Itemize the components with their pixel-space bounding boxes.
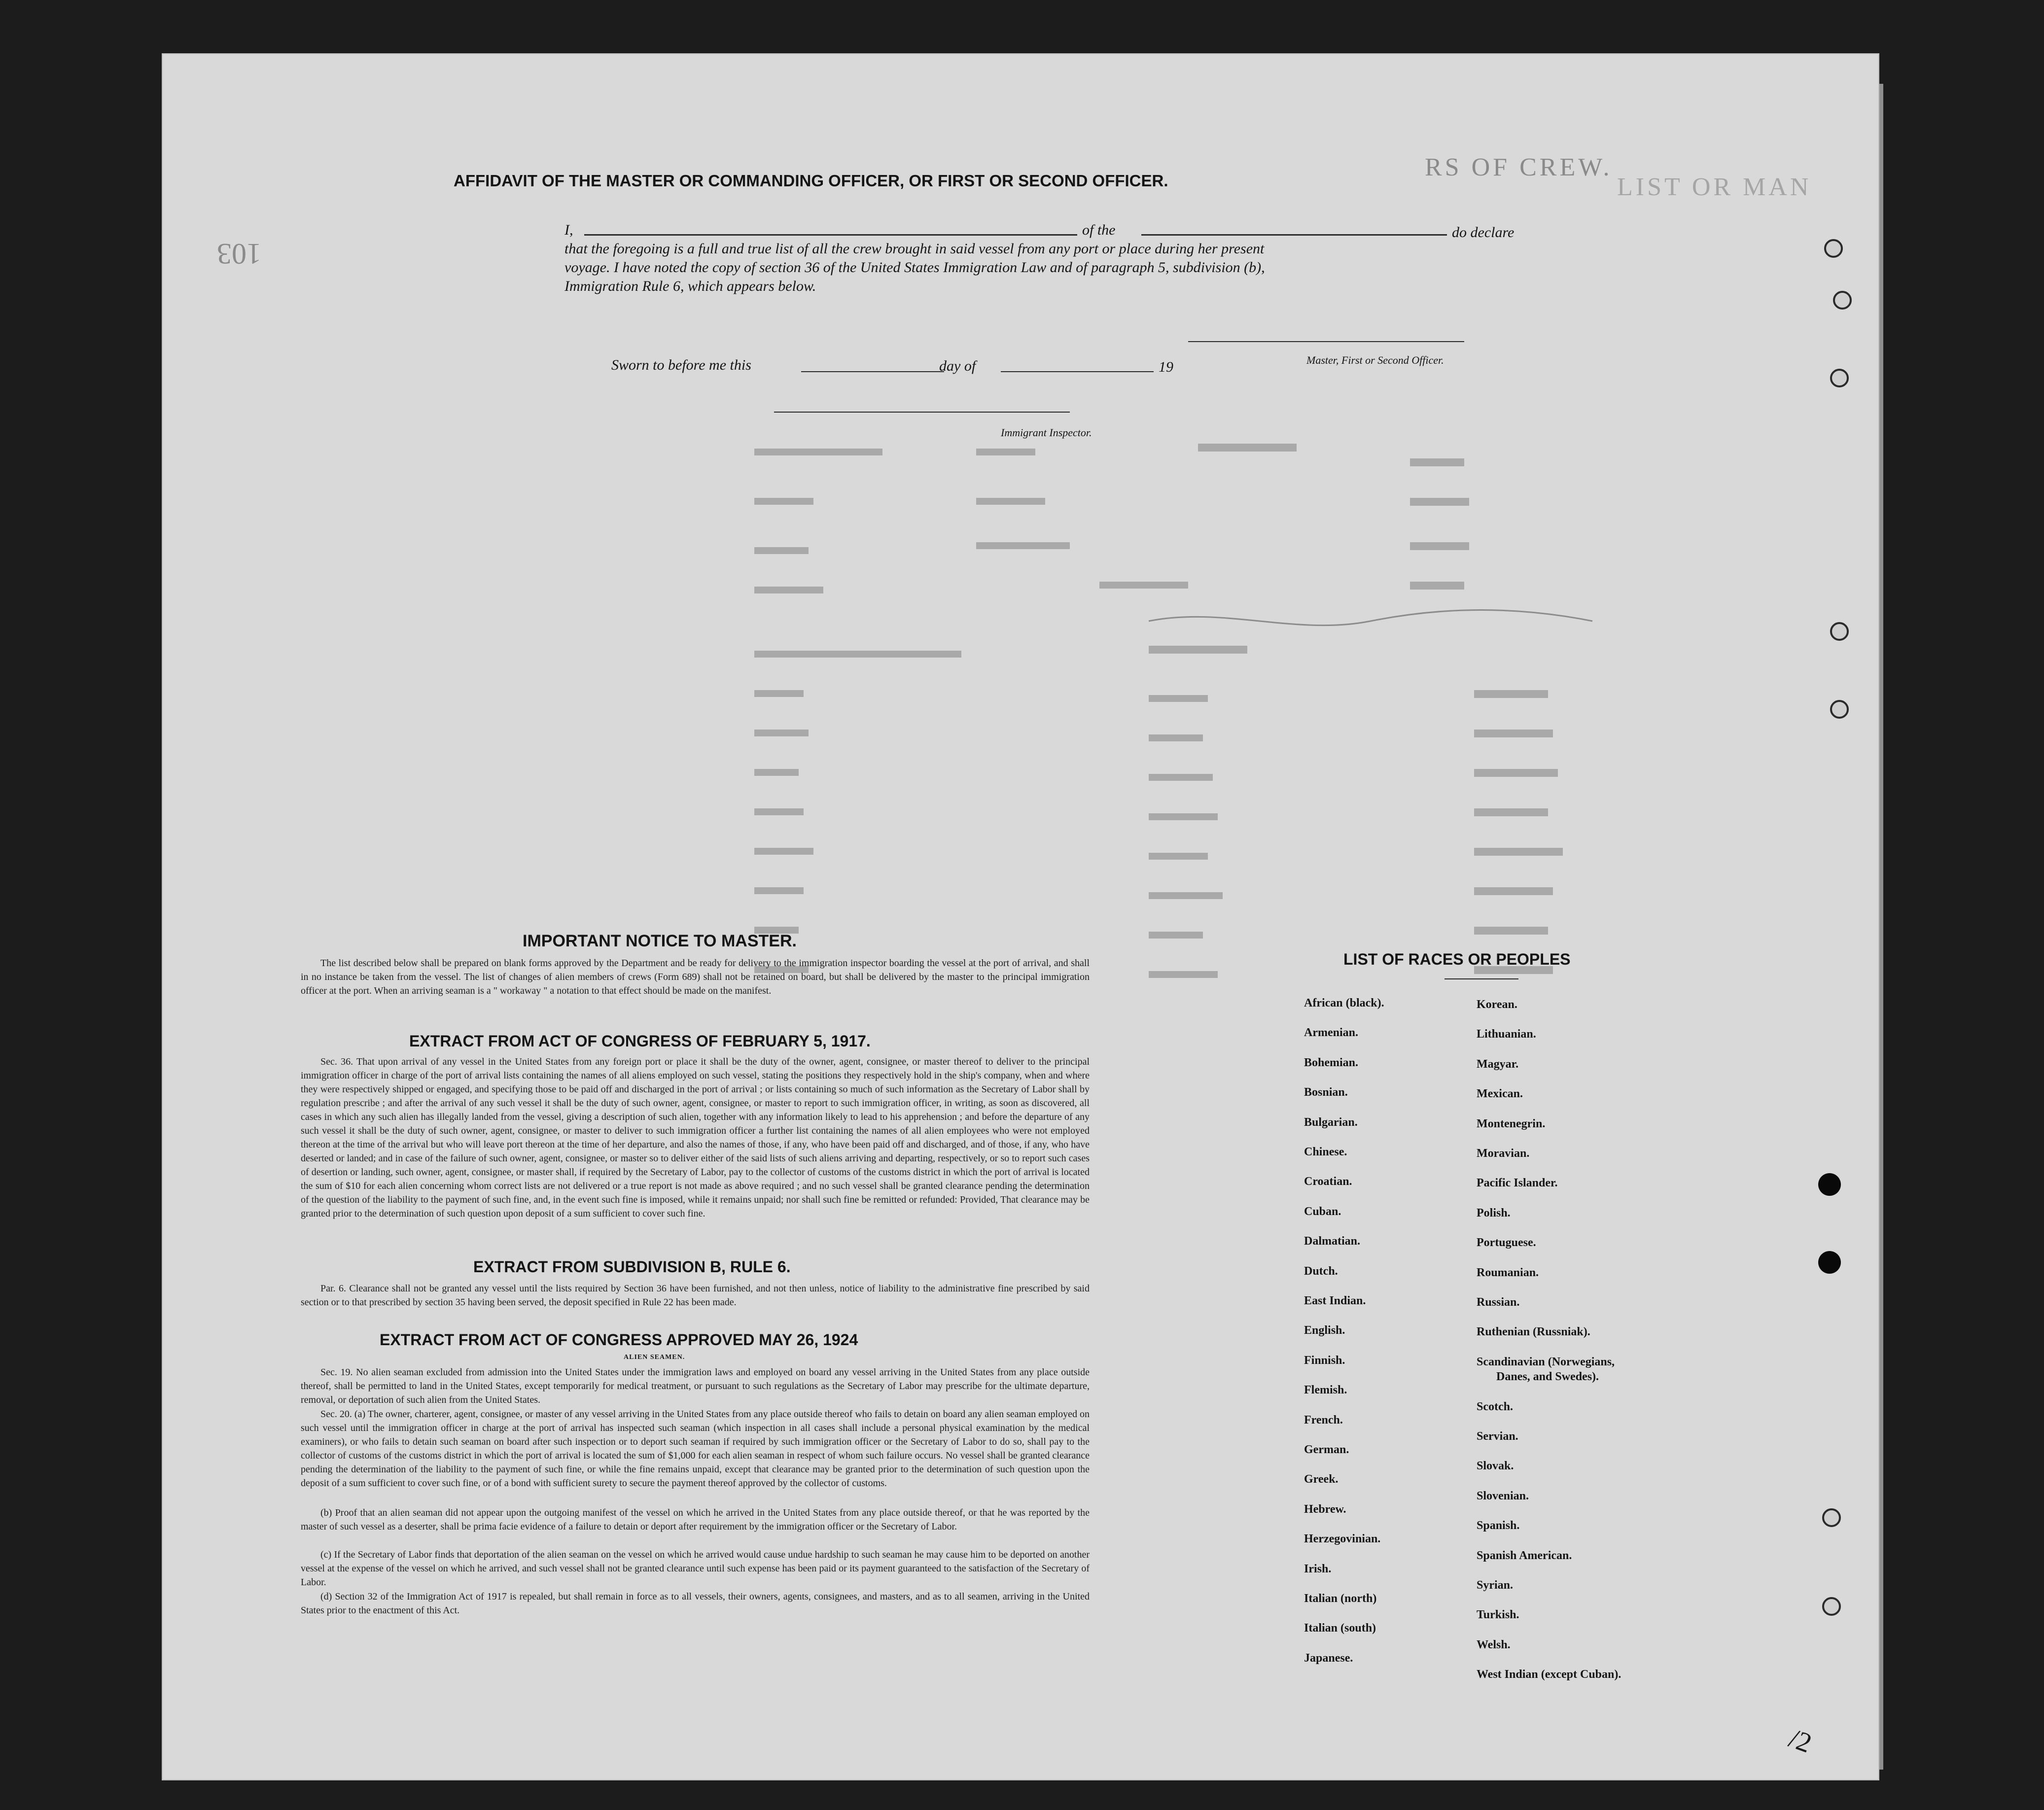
right-race-item: Roumanian. — [1477, 1266, 1539, 1279]
left-race-item: Italian (north) — [1304, 1592, 1377, 1605]
affidavit-line-2: that the foregoing is a full and true list of all the crew brought in said vessel from any port or place during her present — [564, 241, 1265, 257]
extract-1924-sec20d: (d) Section 32 of the Immigration Act of 1917 is repealed, but shall remain in force as to all vessels, their owners, agents, consignees, and masters, and as to all seamen, arriving in the United States prior to the enactment of this Act. — [301, 1591, 1090, 1616]
left-race-item: German. — [1304, 1443, 1349, 1456]
binder-hole — [1830, 622, 1849, 641]
right-race-item: Slovenian. — [1477, 1489, 1529, 1502]
binder-hole — [1824, 239, 1843, 258]
right-race-item: West Indian (except Cuban). — [1477, 1668, 1621, 1681]
right-race-item: Moravian. — [1477, 1147, 1530, 1160]
notice-body: The list described below shall be prepared on blank forms approved by the Department and be ready for delivery to the immigration inspector boarding the vessel at the port of arrival, and shall in no instance be taken from the vessel. The list of changes of alien members of crews (Form 689) shall not be retained on board, but shall be delivered by the master to the principal immigration officer at the port. When an arriving seaman is a " workaway " a notation to that effect should be made on the manifest. — [301, 958, 1090, 996]
background-title-fragment-right: RS OF CREW. — [1425, 153, 1613, 181]
races-title: LIST OF RACES OR PEOPLES — [1343, 950, 1571, 968]
extract-1924-sec19: Sec. 19. No alien seaman excluded from admission into the United States under the immigration laws and employed on board any vessel arriving in the United States from any place outside thereof, shall be permitted to land in the United States, except temporarily for medical treatment, or pursuant to such regulations as the Secretary of Labor may prescribe for the ultimate departure, removal, or deportation of such alien from the United States. — [301, 1367, 1090, 1405]
extract-1924-subtitle: ALIEN SEAMEN. — [624, 1354, 685, 1361]
day-of-label: day of — [939, 358, 976, 374]
affidavit-vessel-line — [1141, 234, 1447, 236]
right-race-item: Portuguese. — [1477, 1236, 1536, 1250]
right-race-item: Servian. — [1477, 1430, 1518, 1443]
affidavit-heading: AFFIDAVIT OF THE MASTER OR COMMANDING OFFICER, OR FIRST OR SECOND OFFICER. — [454, 172, 1168, 190]
binder-hole — [1830, 369, 1849, 387]
right-race-item: Polish. — [1477, 1206, 1511, 1219]
right-race-item: Montenegrin. — [1477, 1117, 1546, 1130]
left-race-item: Armenian. — [1304, 1026, 1358, 1040]
binder-hole — [1822, 1508, 1841, 1527]
extract-rule6-body: Par. 6. Clearance shall not be granted any vessel until the lists required by Section 36 have been furnished, and not then unless, notice of liability to the administrative fine prescribed by said section or to that prescribed by section 35 having been served, the deposit specified in Rule 22 has been made. — [301, 1283, 1090, 1308]
races-title-underline — [1445, 978, 1518, 979]
background-title-fragment: LIST OR MAN — [1617, 173, 1812, 201]
binder-hole — [1822, 1597, 1841, 1616]
master-signature-label: Master, First or Second Officer. — [1306, 354, 1444, 366]
punch-hole — [1818, 1173, 1841, 1196]
left-race-item: African (black). — [1304, 997, 1384, 1009]
left-race-item: Dalmatian. — [1304, 1235, 1360, 1248]
margin-mark: /2 — [1785, 1723, 1816, 1759]
right-race-item: Spanish. — [1477, 1519, 1520, 1532]
right-race-item: Spanish American. — [1477, 1549, 1572, 1562]
affidavit-of-label: of the — [1082, 222, 1116, 238]
left-race-item: Herzegovinian. — [1304, 1532, 1381, 1546]
left-race-item: Flemish. — [1304, 1384, 1347, 1397]
right-race-item: Pacific Islander. — [1477, 1177, 1558, 1190]
left-race-item: Bohemian. — [1304, 1056, 1359, 1069]
right-race-item: Turkish. — [1477, 1608, 1519, 1622]
extract-1917-body: Sec. 36. That upon arrival of any vessel in the United States from any foreign port or place it shall be the duty of the owner, agent, consignee, or master thereof to deliver to the principal immigration officer in charge of the port of arrival lists containing the names of all aliens employed on such vessel, stating the positions they respectively hold in the ship's company, when and where they were respectively shipped or engaged, and specifying those to be paid off and discharged in the port of arrival ; or lists containing so much of such information as the Secretary of Labor shall by regulation prescribe ; and after the arrival of any such vessel it shall be the duty of such owner, agent, consignee, or master to report to such immigration officer, in writing, as soon as discovered, all cases in which any such alien has illegally landed from the vessel, giving a description of such alien, together with any information likely to lead to his apprehension ; and before the departure of any such vessel it shall be the duty of such owner, agent, consignee, or master to deliver to such immigration officer a further list containing the names of all alien employees who were not employed thereon at the time of the arrival but who will leave port thereon at the time of her departure, and also the names of those, if any, who have been paid off and discharged, and of those, if any, who have deserted or landed; and in case of the failure of such owner, agent, consignee, or master so to deliver either of the said lists of such aliens arriving and departing, respectively, or so to report such cases of desertion or landing, such owner, agent, consignee, or master shall, if required by the Secretary of Labor, pay to the collector of customs of the customs district in which the port of arrival is located the sum of $10 for each alien concerning whom correct lists are not delivered or a true report is not made as above required ; and no such vessel shall be granted clearance pending the determination of the question of the liability to the payment of such fine, and, in the event such fine is imposed, while it remains unpaid; nor shall such fine be remitted or refunded: Provided, That clearance may be granted prior to the determination of such question upon deposit of a sum sufficient to cover such fine. — [301, 1056, 1090, 1219]
right-race-item: Scotch. — [1477, 1400, 1513, 1413]
left-race-item: French. — [1304, 1413, 1343, 1427]
left-race-item: Croatian. — [1304, 1175, 1352, 1188]
extract-1924-sec20c: (c) If the Secretary of Labor finds that deportation of the alien seaman on the vessel on which he arrived would cause undue hardship to such seaman he may cause him to be deported on another vessel at the expense of the vessel on which he arrived, and such vessel shall not be granted clearance until such expense has been paid or its payment guaranteed to the satisfaction of the Secretary of Labor. — [301, 1549, 1090, 1588]
right-race-item: Korean. — [1477, 998, 1517, 1011]
right-race-item: Welsh. — [1477, 1638, 1511, 1651]
affidavit-i-label: I, — [564, 222, 573, 238]
year-label: 19 — [1159, 359, 1173, 375]
right-race-item: Magyar. — [1477, 1057, 1519, 1071]
binder-hole — [1830, 700, 1849, 719]
master-signature-line — [1188, 341, 1464, 342]
left-race-item: English. — [1304, 1324, 1345, 1337]
left-race-item: Italian (south) — [1304, 1622, 1376, 1635]
left-race-item: Irish. — [1304, 1562, 1332, 1575]
extract-1924-sec20b: (b) Proof that an alien seaman did not appear upon the outgoing manifest of the vessel on which he arrived in the United States from any place outside thereof, or that he was reported by the master of such vessel as a deserter, shall be prima facie evidence of a failure to detain or deport after requirement by the immigration officer or the Secretary of Labor. — [301, 1507, 1090, 1532]
right-race-item: Syrian. — [1477, 1579, 1514, 1592]
left-race-item: Bulgarian. — [1304, 1115, 1358, 1129]
right-race-item: Ruthenian (Russniak). — [1477, 1325, 1590, 1339]
binder-hole — [1833, 291, 1852, 310]
right-race-item: Russian. — [1477, 1296, 1520, 1309]
sworn-label: Sworn to before me this — [611, 357, 751, 373]
right-race-item: Lithuanian. — [1477, 1028, 1536, 1041]
inspector-signature-line — [774, 412, 1070, 413]
punch-hole — [1818, 1251, 1841, 1274]
extract-rule6-title: EXTRACT FROM SUBDIVISION B, RULE 6. — [473, 1258, 791, 1276]
manifest-page — [163, 54, 1878, 1779]
inspector-signature-label: Immigrant Inspector. — [1001, 426, 1092, 439]
left-race-item: Japanese. — [1304, 1651, 1353, 1665]
sworn-month-line — [1001, 371, 1154, 372]
left-race-item: Cuban. — [1304, 1205, 1341, 1218]
affidavit-line-3: voyage. I have noted the copy of section 36 of the United States Immigration Law and of paragraph 5, subdivision (b), — [564, 259, 1265, 276]
affidavit-line-4: Immigration Rule 6, which appears below. — [564, 278, 816, 294]
page-number: 103 — [217, 238, 261, 270]
affidavit-name-line — [584, 234, 1077, 236]
left-race-item: Chinese. — [1304, 1146, 1347, 1158]
sworn-day-line — [801, 371, 944, 372]
left-race-item: Bosnian. — [1304, 1086, 1348, 1099]
left-race-item: Dutch. — [1304, 1264, 1338, 1278]
extract-1924-title: EXTRACT FROM ACT OF CONGRESS APPROVED MAY 26, 1924 — [380, 1331, 858, 1349]
left-race-item: East Indian. — [1304, 1294, 1366, 1307]
left-race-item: Greek. — [1304, 1473, 1339, 1486]
left-race-item: Hebrew. — [1304, 1502, 1346, 1516]
affidavit-declare-label: do declare — [1452, 224, 1515, 241]
notice-title: IMPORTANT NOTICE TO MASTER. — [523, 932, 797, 950]
left-race-item: Finnish. — [1304, 1354, 1345, 1367]
right-race-item: Mexican. — [1477, 1087, 1523, 1101]
right-race-item: Danes, and Swedes). — [1496, 1370, 1599, 1384]
extract-1924-sec20a: Sec. 20. (a) The owner, charterer, agent, consignee, or master of any vessel arriving in the United States from any place outside thereof who fails to detain on board any alien seaman employed on such vessel until the immigration officer in charge at the port of arrival has inspected such seaman (which inspection in all cases shall include a personal physical examination by the medical examiners), or who fails to detain such seaman on board after such inspection or to deport such seaman if required by such immigration officer or the Secretary of Labor to do so, shall pay to the collector of customs of the customs district in which the port of arrival is located the sum of $1,000 for each alien seaman in respect of whom such failure occurs. No vessel shall be granted clearance pending the determination of the liability to the payment of such fine, or while the fine remains unpaid, except that clearance may be granted prior to the determination of such question upon the deposit of a sum sufficient to cover such fine, or of a bond with sufficient surety to secure the payment thereof approved by the collector of customs. — [301, 1409, 1090, 1489]
right-race-item: Scandinavian (Norwegians, — [1477, 1355, 1615, 1368]
extract-1917-title: EXTRACT FROM ACT OF CONGRESS OF FEBRUARY 5, 1917. — [409, 1032, 871, 1050]
right-race-item: Slovak. — [1477, 1460, 1514, 1473]
